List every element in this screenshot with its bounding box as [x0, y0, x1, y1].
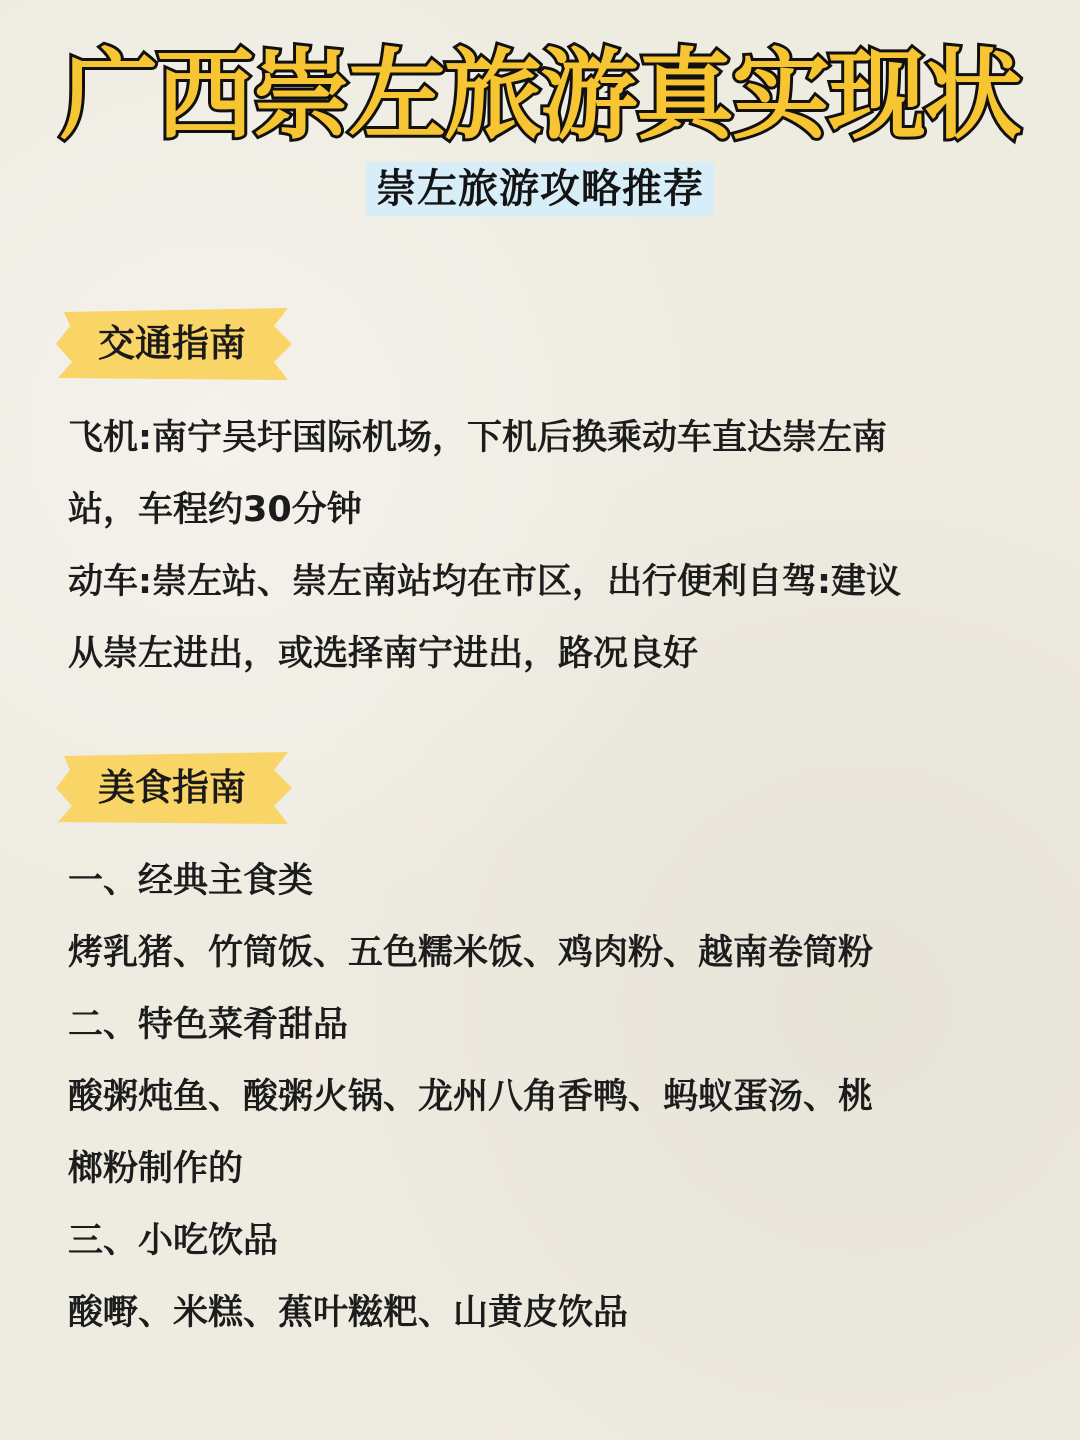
section-heading-transport	[56, 308, 292, 380]
subtitle-container	[0, 162, 1080, 216]
text-line: 榔粉制作的	[68, 1149, 244, 1189]
page-title: 广西崇左旅游真实现状	[59, 39, 1020, 153]
section-heading-label: 美食指南	[98, 766, 246, 809]
text-line: 酸嘢、米糕、蕉叶糍粑、山黄皮饮品	[68, 1293, 629, 1333]
text-line: 烤乳猪、竹筒饭、五色糯米饭、鸡肉粉、越南卷筒粉	[68, 933, 874, 973]
text-line: 站，车程约30分钟	[68, 490, 362, 530]
food-text-block	[68, 845, 1032, 1349]
text-line: 飞机:南宁吴圩国际机场，下机后换乘动车直达崇左南	[68, 418, 887, 458]
text-line: 二、特色菜肴甜品	[68, 1005, 349, 1045]
text-line: 动车:崇左站、崇左南站均在市区，出行便利自驾:建议	[68, 562, 901, 602]
text-line: 酸粥炖鱼、酸粥火锅、龙州八角香鸭、蚂蚁蛋汤、桃	[68, 1077, 874, 1117]
section-heading-food	[56, 752, 292, 824]
text-line: 一、经典主食类	[68, 861, 314, 901]
page-subtitle: 崇左旅游攻略推荐	[366, 162, 714, 216]
section-heading-label: 交通指南	[98, 322, 246, 365]
text-line: 三、小吃饮品	[68, 1221, 279, 1261]
text-line: 从崇左进出，或选择南宁进出，路况良好	[68, 634, 699, 674]
transport-text-block	[68, 402, 1032, 690]
